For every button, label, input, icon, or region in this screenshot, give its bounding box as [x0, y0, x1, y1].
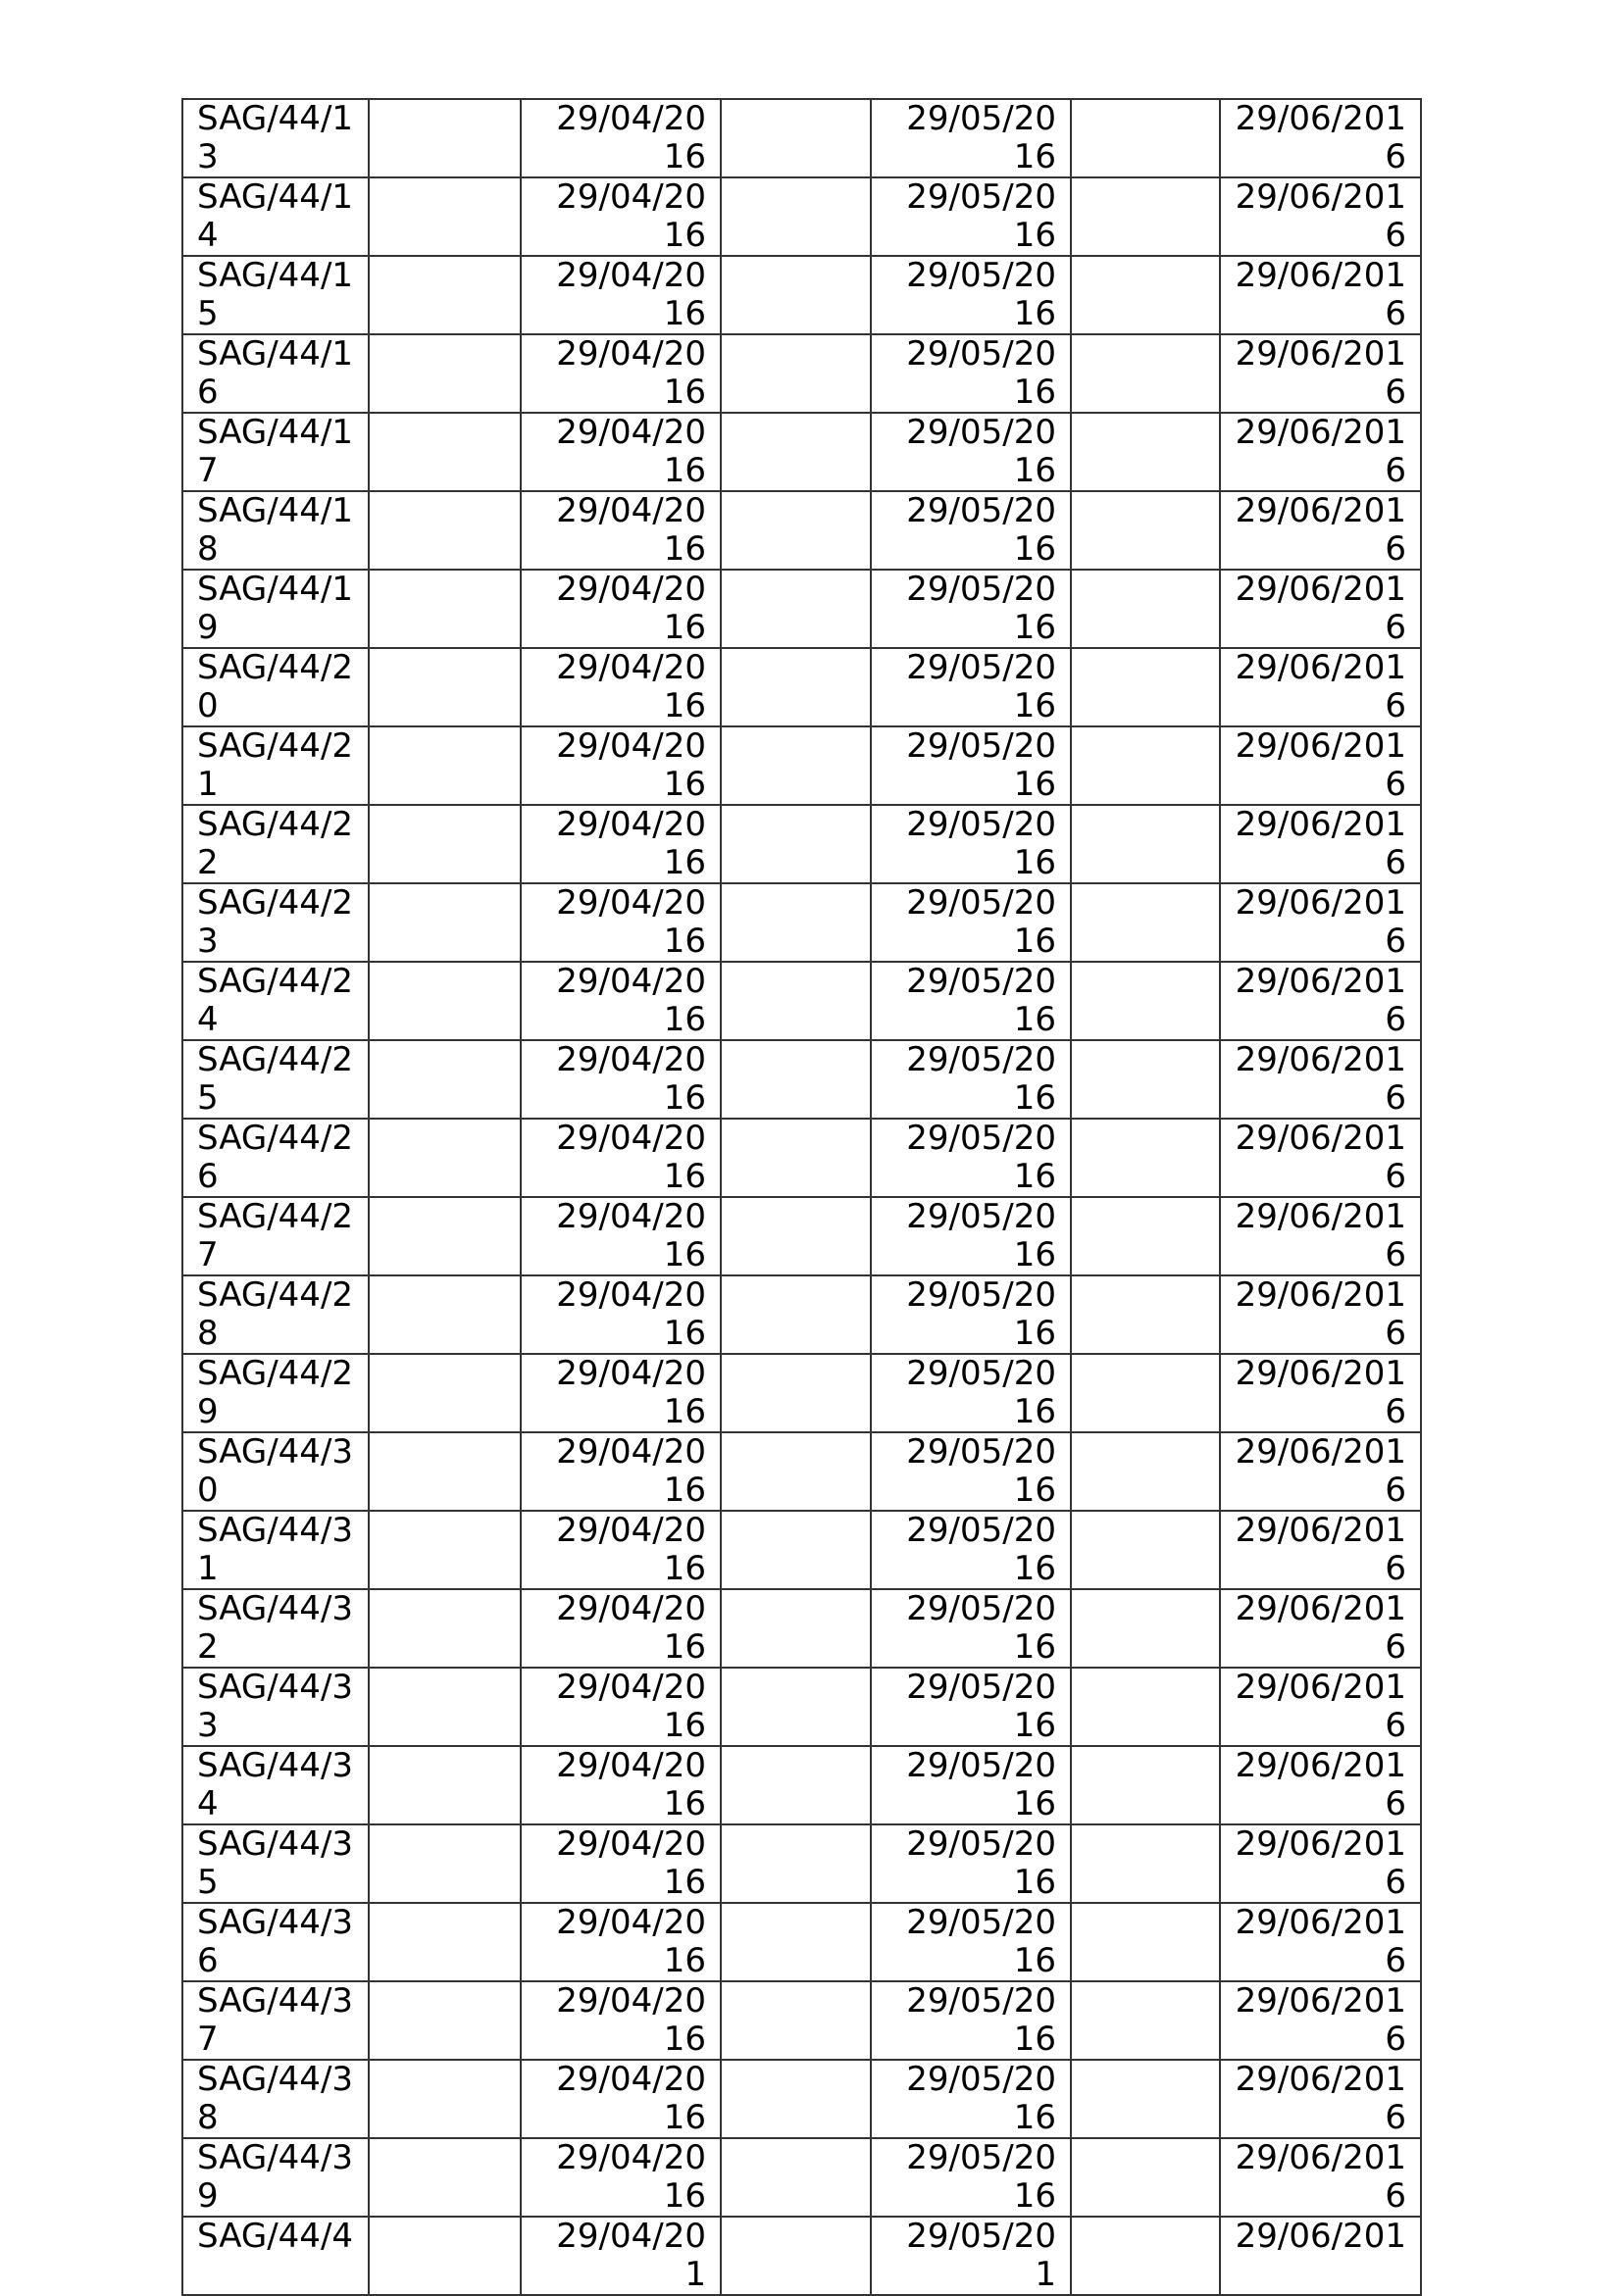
blank-cell [721, 1824, 871, 1903]
date-cell-1: 29/04/2016 [521, 1746, 721, 1824]
date-cell-1: 29/04/2016 [521, 1511, 721, 1589]
code-cell: SAG/44/24 [182, 962, 369, 1040]
blank-cell [369, 1668, 521, 1746]
code-cell: SAG/44/22 [182, 805, 369, 883]
date-cell-3: 29/06/2016 [1220, 1354, 1421, 1432]
date-cell-1: 29/04/2016 [521, 1275, 721, 1354]
date-cell-2: 29/05/2016 [871, 413, 1071, 491]
blank-cell [721, 962, 871, 1040]
date-cell-2: 29/05/2016 [871, 1824, 1071, 1903]
code-cell: SAG/44/14 [182, 177, 369, 256]
date-cell-2: 29/05/2016 [871, 1354, 1071, 1432]
date-cell-2: 29/05/2016 [871, 570, 1071, 648]
date-cell-3: 29/06/2016 [1220, 726, 1421, 805]
blank-cell [369, 99, 521, 177]
date-cell-2: 29/05/201 [871, 2217, 1071, 2295]
date-cell-3: 29/06/2016 [1220, 1824, 1421, 1903]
blank-cell [1071, 962, 1220, 1040]
blank-cell [721, 726, 871, 805]
date-cell-1: 29/04/2016 [521, 1824, 721, 1903]
date-cell-2: 29/05/2016 [871, 726, 1071, 805]
table-row [182, 177, 1421, 256]
table-row [182, 2138, 1421, 2217]
table-row [182, 1746, 1421, 1824]
date-cell-2: 29/05/2016 [871, 1119, 1071, 1197]
blank-cell [369, 491, 521, 570]
code-cell: SAG/44/30 [182, 1432, 369, 1511]
date-cell-2: 29/05/2016 [871, 2060, 1071, 2138]
blank-cell [1071, 99, 1220, 177]
date-cell-2: 29/05/2016 [871, 1511, 1071, 1589]
blank-cell [721, 1589, 871, 1668]
date-cell-3: 29/06/2016 [1220, 1511, 1421, 1589]
code-cell: SAG/44/19 [182, 570, 369, 648]
date-cell-3: 29/06/2016 [1220, 1197, 1421, 1275]
blank-cell [369, 1903, 521, 1981]
date-cell-3: 29/06/2016 [1220, 1903, 1421, 1981]
table-row [182, 726, 1421, 805]
date-cell-3: 29/06/2016 [1220, 491, 1421, 570]
date-cell-2: 29/05/2016 [871, 962, 1071, 1040]
table-row [182, 2217, 1421, 2295]
date-cell-2: 29/05/2016 [871, 1275, 1071, 1354]
blank-cell [721, 177, 871, 256]
blank-cell [721, 1981, 871, 2060]
date-cell-1: 29/04/2016 [521, 334, 721, 413]
code-cell: SAG/44/23 [182, 883, 369, 962]
blank-cell [369, 648, 521, 726]
blank-cell [369, 1981, 521, 2060]
table-row [182, 1040, 1421, 1119]
date-cell-3: 29/06/2016 [1220, 334, 1421, 413]
code-cell: SAG/44/18 [182, 491, 369, 570]
date-cell-1: 29/04/2016 [521, 570, 721, 648]
date-cell-3: 29/06/2016 [1220, 1589, 1421, 1668]
table-row [182, 1354, 1421, 1432]
code-cell: SAG/44/38 [182, 2060, 369, 2138]
table-row [182, 1668, 1421, 1746]
blank-cell [721, 1668, 871, 1746]
blank-cell [1071, 1275, 1220, 1354]
blank-cell [369, 334, 521, 413]
blank-cell [721, 1197, 871, 1275]
date-cell-3: 29/06/2016 [1220, 1275, 1421, 1354]
date-cell-3: 29/06/2016 [1220, 1040, 1421, 1119]
blank-cell [369, 2138, 521, 2217]
code-cell: SAG/44/27 [182, 1197, 369, 1275]
blank-cell [1071, 570, 1220, 648]
table-row [182, 962, 1421, 1040]
code-cell: SAG/44/16 [182, 334, 369, 413]
blank-cell [1071, 2138, 1220, 2217]
blank-cell [1071, 491, 1220, 570]
date-cell-3: 29/06/2016 [1220, 413, 1421, 491]
date-cell-3: 29/06/2016 [1220, 2138, 1421, 2217]
code-cell: SAG/44/21 [182, 726, 369, 805]
blank-cell [369, 2060, 521, 2138]
code-cell: SAG/44/34 [182, 1746, 369, 1824]
date-cell-3: 29/06/2016 [1220, 256, 1421, 334]
table-row [182, 1275, 1421, 1354]
date-cell-2: 29/05/2016 [871, 1589, 1071, 1668]
code-cell: SAG/44/28 [182, 1275, 369, 1354]
date-cell-3: 29/06/2016 [1220, 570, 1421, 648]
date-cell-2: 29/05/2016 [871, 805, 1071, 883]
code-cell: SAG/44/26 [182, 1119, 369, 1197]
date-cell-1: 29/04/2016 [521, 1903, 721, 1981]
date-cell-2: 29/05/2016 [871, 1668, 1071, 1746]
date-cell-1: 29/04/2016 [521, 1981, 721, 2060]
date-cell-3: 29/06/2016 [1220, 1668, 1421, 1746]
blank-cell [369, 1746, 521, 1824]
table-body [182, 99, 1421, 2295]
blank-cell [721, 413, 871, 491]
blank-cell [369, 1197, 521, 1275]
date-cell-1: 29/04/2016 [521, 883, 721, 962]
table-row [182, 2060, 1421, 2138]
blank-cell [721, 1746, 871, 1824]
blank-cell [369, 805, 521, 883]
code-cell: SAG/44/39 [182, 2138, 369, 2217]
blank-cell [721, 99, 871, 177]
blank-cell [369, 883, 521, 962]
date-cell-2: 29/05/2016 [871, 1432, 1071, 1511]
date-cell-2: 29/05/2016 [871, 2138, 1071, 2217]
blank-cell [369, 256, 521, 334]
table-row [182, 648, 1421, 726]
date-cell-3: 29/06/2016 [1220, 177, 1421, 256]
blank-cell [1071, 726, 1220, 805]
table-row [182, 883, 1421, 962]
date-cell-1: 29/04/2016 [521, 1119, 721, 1197]
blank-cell [369, 1275, 521, 1354]
date-cell-3: 29/06/2016 [1220, 2060, 1421, 2138]
blank-cell [721, 1275, 871, 1354]
date-cell-3: 29/06/2016 [1220, 1981, 1421, 2060]
date-cell-1: 29/04/2016 [521, 1197, 721, 1275]
date-cell-2: 29/05/2016 [871, 177, 1071, 256]
blank-cell [1071, 883, 1220, 962]
blank-cell [1071, 1668, 1220, 1746]
date-cell-3: 29/06/2016 [1220, 805, 1421, 883]
blank-cell [369, 1040, 521, 1119]
date-cell-3: 29/06/2016 [1220, 1119, 1421, 1197]
code-cell: SAG/44/15 [182, 256, 369, 334]
blank-cell [721, 2060, 871, 2138]
date-cell-2: 29/05/2016 [871, 1981, 1071, 2060]
blank-cell [721, 1040, 871, 1119]
blank-cell [721, 334, 871, 413]
schedule-table [181, 98, 1422, 2296]
blank-cell [369, 1511, 521, 1589]
code-cell: SAG/44/31 [182, 1511, 369, 1589]
date-cell-1: 29/04/2016 [521, 726, 721, 805]
date-cell-3: 29/06/2016 [1220, 648, 1421, 726]
table-row [182, 334, 1421, 413]
blank-cell [1071, 1589, 1220, 1668]
blank-cell [721, 2217, 871, 2295]
date-cell-2: 29/05/2016 [871, 99, 1071, 177]
blank-cell [721, 1119, 871, 1197]
table-row [182, 1589, 1421, 1668]
blank-cell [1071, 1746, 1220, 1824]
date-cell-1: 29/04/2016 [521, 1668, 721, 1746]
date-cell-1: 29/04/2016 [521, 256, 721, 334]
code-cell: SAG/44/17 [182, 413, 369, 491]
blank-cell [1071, 1511, 1220, 1589]
code-cell: SAG/44/37 [182, 1981, 369, 2060]
blank-cell [369, 1432, 521, 1511]
date-cell-3: 29/06/2016 [1220, 883, 1421, 962]
blank-cell [1071, 413, 1220, 491]
date-cell-1: 29/04/2016 [521, 1354, 721, 1432]
table-row [182, 491, 1421, 570]
date-cell-1: 29/04/2016 [521, 413, 721, 491]
date-cell-1: 29/04/2016 [521, 805, 721, 883]
blank-cell [1071, 256, 1220, 334]
blank-cell [721, 256, 871, 334]
date-cell-3: 29/06/2016 [1220, 962, 1421, 1040]
blank-cell [1071, 334, 1220, 413]
date-cell-1: 29/04/2016 [521, 1432, 721, 1511]
code-cell: SAG/44/35 [182, 1824, 369, 1903]
date-cell-1: 29/04/2016 [521, 1589, 721, 1668]
blank-cell [1071, 2060, 1220, 2138]
blank-cell [369, 1119, 521, 1197]
blank-cell [1071, 1981, 1220, 2060]
code-cell: SAG/44/4 [182, 2217, 369, 2295]
code-cell: SAG/44/20 [182, 648, 369, 726]
code-cell: SAG/44/33 [182, 1668, 369, 1746]
blank-cell [1071, 648, 1220, 726]
date-cell-3: 29/06/2016 [1220, 1746, 1421, 1824]
date-cell-1: 29/04/2016 [521, 177, 721, 256]
date-cell-1: 29/04/2016 [521, 491, 721, 570]
table-row [182, 1981, 1421, 2060]
code-cell: SAG/44/13 [182, 99, 369, 177]
date-cell-3: 29/06/201 [1220, 2217, 1421, 2295]
date-cell-1: 29/04/2016 [521, 2138, 721, 2217]
date-cell-2: 29/05/2016 [871, 334, 1071, 413]
date-cell-1: 29/04/2016 [521, 1040, 721, 1119]
blank-cell [369, 413, 521, 491]
blank-cell [1071, 1354, 1220, 1432]
table-row [182, 1119, 1421, 1197]
blank-cell [1071, 1903, 1220, 1981]
blank-cell [721, 570, 871, 648]
date-cell-1: 29/04/2016 [521, 648, 721, 726]
table-row [182, 805, 1421, 883]
table-row [182, 1903, 1421, 1981]
blank-cell [369, 726, 521, 805]
date-cell-2: 29/05/2016 [871, 1746, 1071, 1824]
table-row [182, 256, 1421, 334]
date-cell-3: 29/06/2016 [1220, 1432, 1421, 1511]
blank-cell [1071, 805, 1220, 883]
date-cell-3: 29/06/2016 [1220, 99, 1421, 177]
blank-cell [369, 2217, 521, 2295]
table-row [182, 1824, 1421, 1903]
date-cell-1: 29/04/2016 [521, 99, 721, 177]
date-cell-2: 29/05/2016 [871, 1903, 1071, 1981]
date-cell-2: 29/05/2016 [871, 256, 1071, 334]
code-cell: SAG/44/36 [182, 1903, 369, 1981]
table-row [182, 99, 1421, 177]
date-cell-1: 29/04/2016 [521, 962, 721, 1040]
date-cell-2: 29/05/2016 [871, 1040, 1071, 1119]
blank-cell [369, 570, 521, 648]
date-cell-2: 29/05/2016 [871, 883, 1071, 962]
blank-cell [721, 805, 871, 883]
blank-cell [721, 1511, 871, 1589]
blank-cell [1071, 1197, 1220, 1275]
date-cell-1: 29/04/201 [521, 2217, 721, 2295]
blank-cell [369, 962, 521, 1040]
table-row [182, 1197, 1421, 1275]
date-cell-2: 29/05/2016 [871, 1197, 1071, 1275]
blank-cell [1071, 2217, 1220, 2295]
blank-cell [1071, 1119, 1220, 1197]
blank-cell [721, 1354, 871, 1432]
blank-cell [369, 177, 521, 256]
blank-cell [1071, 1040, 1220, 1119]
code-cell: SAG/44/29 [182, 1354, 369, 1432]
blank-cell [721, 648, 871, 726]
code-cell: SAG/44/25 [182, 1040, 369, 1119]
blank-cell [721, 883, 871, 962]
table-row [182, 1511, 1421, 1589]
blank-cell [369, 1824, 521, 1903]
date-cell-2: 29/05/2016 [871, 491, 1071, 570]
date-cell-2: 29/05/2016 [871, 648, 1071, 726]
blank-cell [1071, 1824, 1220, 1903]
blank-cell [1071, 177, 1220, 256]
blank-cell [721, 1432, 871, 1511]
code-cell: SAG/44/32 [182, 1589, 369, 1668]
blank-cell [721, 491, 871, 570]
blank-cell [369, 1589, 521, 1668]
date-cell-1: 29/04/2016 [521, 2060, 721, 2138]
table-row [182, 413, 1421, 491]
table-row [182, 1432, 1421, 1511]
blank-cell [369, 1354, 521, 1432]
blank-cell [1071, 1432, 1220, 1511]
blank-cell [721, 1903, 871, 1981]
blank-cell [721, 2138, 871, 2217]
table-row [182, 570, 1421, 648]
